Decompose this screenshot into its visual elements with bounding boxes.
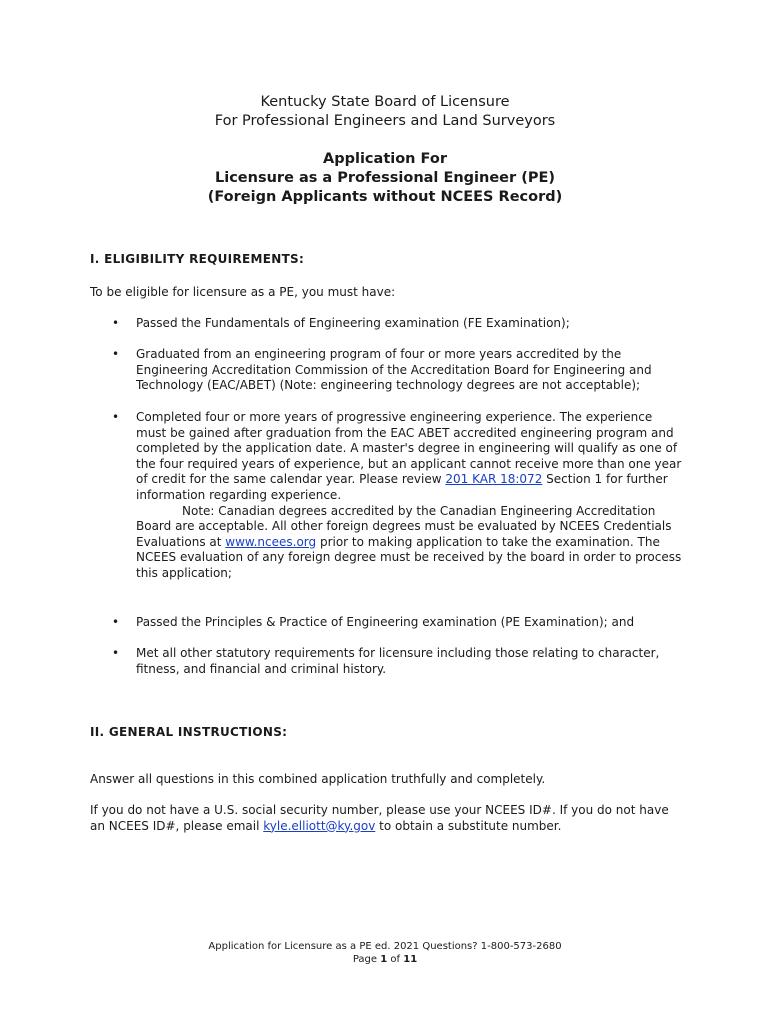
- board-header: [0, 93, 770, 131]
- board-subtitle: For Professional Engineers and Land Surveyors: [214, 113, 556, 129]
- title-line-1: Application For: [323, 151, 447, 167]
- bullet-icon: •: [112, 646, 120, 660]
- list-item-text: Passed the Principles & Practice of Engineering examination (PE Examination); and: [136, 615, 635, 629]
- ssn-text-end: to obtain a substitute number.: [375, 818, 562, 833]
- list-item-text: Met all other statutory requirements for licensure including those relating to character, fitness, and financial and criminal history.: [136, 646, 660, 676]
- bullet-icon: •: [112, 615, 120, 629]
- bullet-icon: •: [112, 316, 120, 330]
- list-item-text: Graduated from an engineering program of four or more years accredited by the Engineering Accreditation Commission of the Accreditation Board for Engineering and Technology (EAC/ABET) (Note: engineering technology degrees are not acceptable);: [136, 347, 652, 393]
- bullet-icon: •: [112, 347, 120, 361]
- experience-text: Completed four or more years of progressive engineering experience. The experience must be gained after graduation from the EAC ABET accredited engineering program and completed by the application date. A master's degree in engineering will qualify as one of the four required years of experience, but an applicant cannot receive more than one year of credit for the same calendar year. Please review: [136, 410, 682, 487]
- instructions-paragraph-1: Answer all questions in this combined application truthfully and completely.: [90, 772, 546, 786]
- footer-info: Application for Licensure as a PE ed. 2021 Questions? 1-800-573-2680: [208, 941, 562, 952]
- title-line-3: (Foreign Applicants without NCEES Record): [207, 189, 563, 205]
- list-item-text: [136, 410, 684, 582]
- board-name: Kentucky State Board of Licensure: [260, 94, 510, 110]
- page-number: Page 1 of 11: [352, 954, 418, 965]
- canadian-note-end: prior to making application to take the examination. The NCEES evaluation of any foreign degree must be received by the board in order to process this application;: [136, 534, 682, 580]
- eligibility-intro: To be eligible for licensure as a PE, you must have:: [90, 285, 396, 299]
- page-footer: [0, 940, 770, 966]
- eligibility-heading: I. ELIGIBILITY REQUIREMENTS:: [90, 252, 305, 266]
- ncees-link[interactable]: www.ncees.org: [225, 534, 317, 549]
- ssn-text: If you do not have a U.S. social security number, please use your NCEES ID#. If you do not have an NCEES ID#, please email: [90, 803, 669, 833]
- application-title: [0, 150, 770, 207]
- instructions-paragraph-2: [90, 803, 680, 834]
- kar-regulation-link[interactable]: 201 KAR 18:072: [445, 472, 543, 487]
- title-line-2: Licensure as a Professional Engineer (PE): [215, 170, 555, 186]
- experience-text-end: Section 1 for further information regarding experience.: [136, 472, 668, 502]
- canadian-note: Note: Canadian degrees accredited by the Canadian Engineering Accreditation Board are acceptable. All other foreign degrees must be evaluated by NCEES Credentials Evaluations at: [136, 503, 672, 549]
- instructions-heading: II. GENERAL INSTRUCTIONS:: [90, 725, 288, 739]
- list-item-text: Passed the Fundamentals of Engineering examination (FE Examination);: [136, 316, 570, 330]
- email-link[interactable]: kyle.elliott@ky.gov: [263, 818, 376, 833]
- bullet-icon: •: [112, 410, 120, 424]
